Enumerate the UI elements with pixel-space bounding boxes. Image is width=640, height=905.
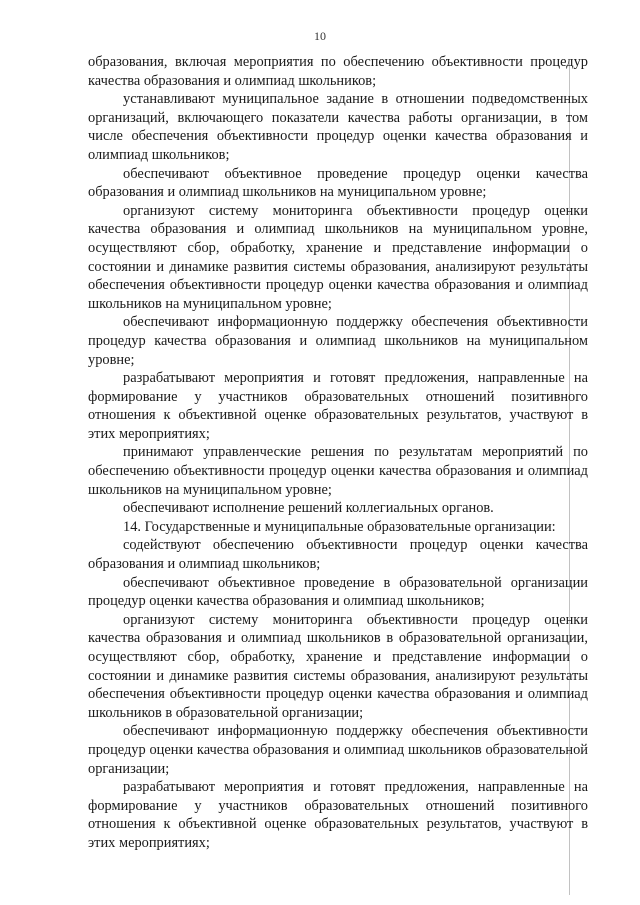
page-number: 10 xyxy=(314,29,326,43)
paragraph: обеспечивают информационную поддержку обеспечения объективности процедур качества образования и олимпиад школьников на муниципальном уровне; xyxy=(88,314,588,368)
section-heading-14: 14. Государственные и муниципальные образовательные организации: xyxy=(123,518,556,535)
paragraph: организуют систему мониторинга объективности процедур оценки качества образования и олимпиад школьников на муниципальном уровне, осуществляют сбор, обработку, хранение и представление информации о состоянии и динамике развития системы образования, анализируют результаты обеспечения объективности процедур оценки качества образования и олимпиад школьников на муниципальном уровне; xyxy=(88,202,588,312)
paragraph: организуют систему мониторинга объективности процедур оценки качества образования и олимпиад школьников в образовательной организации, осуществляют сбор, обработку, хранение и представление информации о состоянии и динамике развития системы образования, анализируют результаты обеспечения объективности процедур оценки качества образования и олимпиад школьников в образовательной организации; xyxy=(88,611,588,721)
paragraph: обеспечивают исполнение решений коллегиальных органов. xyxy=(123,500,494,517)
paragraph: обеспечивают информационную поддержку обеспечения объективности процедур оценки качества образования и олимпиад школьников образовательной организации; xyxy=(88,723,588,777)
paragraph: устанавливают муниципальное задание в отношении подведомственных организаций, включающего показатели качества работы организации, в том числе обеспечения объективности процедур оценки качества образования и олимпиад школьников; xyxy=(88,91,588,163)
paragraph: обеспечивают объективное проведение в образовательной организации процедур оценки качества образования и олимпиад школьников; xyxy=(88,574,588,610)
paragraph: принимают управленческие решения по результатам мероприятий по обеспечению объективности процедур оценки качества образования и олимпиад школьников на муниципальном уровне; xyxy=(88,444,588,498)
paragraph: разрабатывают мероприятия и готовят предложения, направленные на формирование у участников образовательных отношений позитивного отношения к объективной оценке образовательных результатов, участвуют в этих мероприятиях; xyxy=(88,779,588,851)
paragraph: содействуют обеспечению объективности процедур оценки качества образования и олимпиад школьников; xyxy=(88,537,588,573)
paragraph: обеспечивают объективное проведение процедур оценки качества образования и олимпиад школьников на муниципальном уровне; xyxy=(88,165,588,201)
document-body xyxy=(88,53,588,853)
paragraph: образования, включая мероприятия по обеспечению объективности процедур качества образования и олимпиад школьников; xyxy=(88,54,588,89)
paragraph: разрабатывают мероприятия и готовят предложения, направленные на формирование у участников образовательных отношений позитивного отношения к объективной оценке образовательных результатов, участвуют в этих мероприятиях; xyxy=(88,370,588,442)
